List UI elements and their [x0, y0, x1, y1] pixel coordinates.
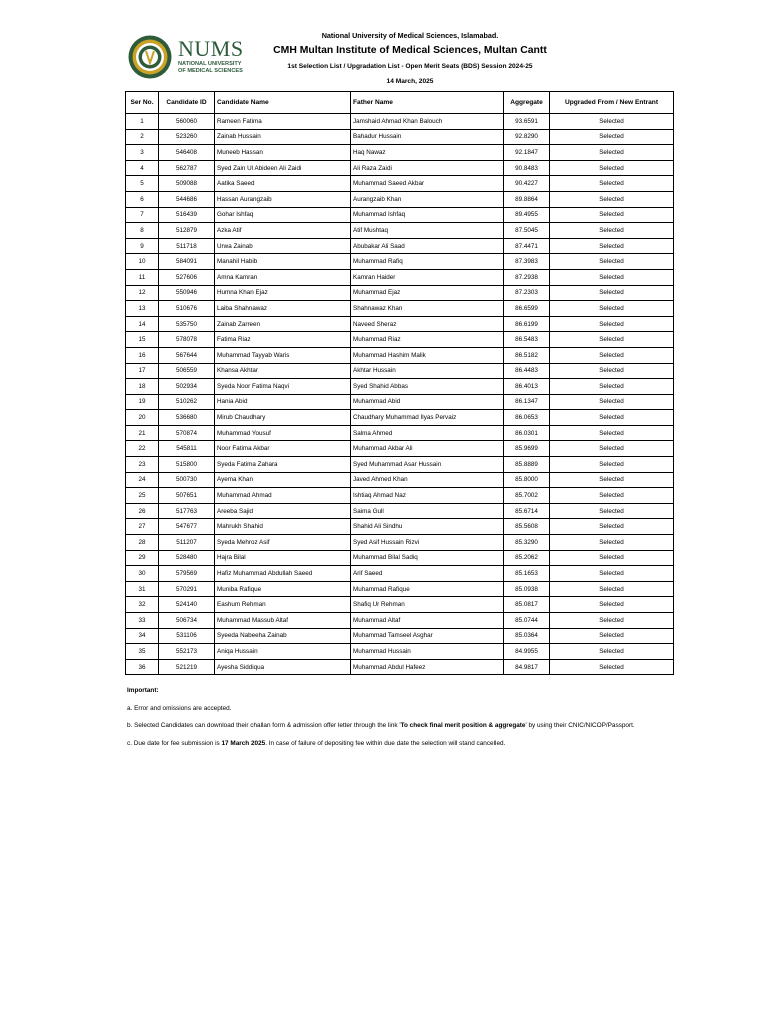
cell-aggregate: 86.1347	[504, 394, 550, 410]
col-candidate-id: Candidate ID	[159, 92, 215, 114]
table-row	[126, 410, 674, 426]
cell-ser-no: 21	[126, 425, 159, 441]
cell-candidate-id: 517763	[159, 503, 215, 519]
table-row	[126, 613, 674, 629]
list-title: 1st Selection List / Upgradation List - Open Merit Seats (BDS) Session 2024-25	[287, 63, 533, 70]
cell-aggregate: 85.0364	[504, 628, 550, 644]
university-name: National University of Medical Sciences, Islamabad.	[321, 31, 499, 40]
table-row	[126, 316, 674, 332]
cell-candidate-id: 528480	[159, 550, 215, 566]
table-row	[126, 114, 674, 130]
table-row	[126, 176, 674, 192]
cell-candidate-name: Muhammad Ahmad	[215, 488, 351, 504]
col-candidate-name: Candidate Name	[215, 92, 351, 114]
cell-candidate-id: 500730	[159, 472, 215, 488]
cell-candidate-name: Hassan Aurangzaib	[215, 191, 351, 207]
cell-candidate-name: Aniqa Hussain	[215, 644, 351, 660]
cell-ser-no: 32	[126, 597, 159, 613]
cell-candidate-name: Aatika Saeed	[215, 176, 351, 192]
cell-candidate-name: Muhammad Massub Altaf	[215, 613, 351, 629]
cell-ser-no: 3	[126, 145, 159, 161]
cell-status: Selected	[550, 347, 674, 363]
cell-candidate-name: Ayesha Siddiqua	[215, 659, 351, 675]
cell-candidate-id: 510262	[159, 394, 215, 410]
cell-candidate-name: Mirub Chaudhary	[215, 410, 351, 426]
table-row	[126, 223, 674, 239]
cell-status: Selected	[550, 160, 674, 176]
cell-status: Selected	[550, 191, 674, 207]
note-c: c. Due date for fee submission is 17 March 2025. In case of failure of depositing fee within due date the selection will stand cancelled.	[127, 739, 506, 747]
cell-status: Selected	[550, 363, 674, 379]
table-row	[126, 191, 674, 207]
nums-logo-icon	[127, 34, 173, 80]
cell-status: Selected	[550, 176, 674, 192]
cell-candidate-name: Ayema Khan	[215, 472, 351, 488]
cell-father-name: Shahid Ali Sindhu	[351, 519, 504, 535]
cell-candidate-id: 510676	[159, 301, 215, 317]
cell-aggregate: 85.9699	[504, 441, 550, 457]
cell-ser-no: 1	[126, 114, 159, 130]
cell-father-name: Jamshaid Ahmad Khan Balouch	[351, 114, 504, 130]
table-header-row	[126, 92, 674, 114]
cell-status: Selected	[550, 332, 674, 348]
cell-father-name: Shahnawaz Khan	[351, 301, 504, 317]
cell-ser-no: 7	[126, 207, 159, 223]
table-row	[126, 207, 674, 223]
cell-candidate-id: 546408	[159, 145, 215, 161]
cell-father-name: Akhtar Hussain	[351, 363, 504, 379]
cell-candidate-id: 545811	[159, 441, 215, 457]
table-row	[126, 628, 674, 644]
cell-father-name: Syed Muhammad Asar Hussain	[351, 457, 504, 473]
cell-father-name: Syed Asif Hussain Rizvi	[351, 535, 504, 551]
cell-aggregate: 92.8290	[504, 129, 550, 145]
table-row	[126, 659, 674, 675]
cell-candidate-name: Hafiz Muhammad Abdullah Saeed	[215, 566, 351, 582]
cell-status: Selected	[550, 207, 674, 223]
cell-father-name: Arif Saeed	[351, 566, 504, 582]
cell-aggregate: 85.5608	[504, 519, 550, 535]
cell-candidate-id: 531106	[159, 628, 215, 644]
cell-candidate-name: Syeda Mehroz Asif	[215, 535, 351, 551]
cell-status: Selected	[550, 597, 674, 613]
cell-aggregate: 92.1847	[504, 145, 550, 161]
cell-father-name: Muhammad Ishfaq	[351, 207, 504, 223]
cell-ser-no: 19	[126, 394, 159, 410]
cell-ser-no: 2	[126, 129, 159, 145]
col-father-name: Father Name	[351, 92, 504, 114]
cell-aggregate: 87.2938	[504, 269, 550, 285]
cell-status: Selected	[550, 644, 674, 660]
cell-father-name: Muhammad Saeed Akbar	[351, 176, 504, 192]
cell-ser-no: 14	[126, 316, 159, 332]
cell-candidate-id: 515800	[159, 457, 215, 473]
cell-ser-no: 6	[126, 191, 159, 207]
cell-ser-no: 31	[126, 581, 159, 597]
cell-status: Selected	[550, 628, 674, 644]
table-row	[126, 550, 674, 566]
table-row	[126, 301, 674, 317]
cell-candidate-name: Noor Fatima Akbar	[215, 441, 351, 457]
table-row	[126, 581, 674, 597]
cell-aggregate: 89.4955	[504, 207, 550, 223]
cell-ser-no: 28	[126, 535, 159, 551]
cell-status: Selected	[550, 254, 674, 270]
cell-aggregate: 86.5483	[504, 332, 550, 348]
cell-ser-no: 12	[126, 285, 159, 301]
cell-father-name: Muhammad Abid	[351, 394, 504, 410]
cell-candidate-id: 524140	[159, 597, 215, 613]
cell-father-name: Ishtiaq Ahmad Naz	[351, 488, 504, 504]
cell-ser-no: 25	[126, 488, 159, 504]
cell-status: Selected	[550, 519, 674, 535]
cell-candidate-name: Laiba Shahnawaz	[215, 301, 351, 317]
cell-ser-no: 23	[126, 457, 159, 473]
cell-status: Selected	[550, 535, 674, 551]
cell-father-name: Saima Gull	[351, 503, 504, 519]
cell-candidate-name: Zainab Hussain	[215, 129, 351, 145]
cell-father-name: Ali Raza Zaidi	[351, 160, 504, 176]
document-header	[0, 0, 768, 90]
cell-candidate-id: 584091	[159, 254, 215, 270]
table-row	[126, 160, 674, 176]
cell-aggregate: 84.9955	[504, 644, 550, 660]
cell-ser-no: 26	[126, 503, 159, 519]
cell-father-name: Abubakar Ali Saad	[351, 238, 504, 254]
cell-candidate-name: Khansa Akhtar	[215, 363, 351, 379]
table-row	[126, 347, 674, 363]
cell-candidate-name: Eashum Rehman	[215, 597, 351, 613]
cell-aggregate: 93.6591	[504, 114, 550, 130]
cell-aggregate: 86.4013	[504, 379, 550, 395]
cell-candidate-id: 536680	[159, 410, 215, 426]
cell-candidate-id: 502934	[159, 379, 215, 395]
cell-candidate-name: Mahrukh Shahid	[215, 519, 351, 535]
cell-candidate-id: 570291	[159, 581, 215, 597]
cell-ser-no: 27	[126, 519, 159, 535]
cell-candidate-name: Rameen Fatima	[215, 114, 351, 130]
cell-candidate-name: Muneeb Hassan	[215, 145, 351, 161]
cell-status: Selected	[550, 285, 674, 301]
cell-aggregate: 85.2062	[504, 550, 550, 566]
cell-candidate-name: Manahil Habib	[215, 254, 351, 270]
cell-aggregate: 86.0653	[504, 410, 550, 426]
table-row	[126, 363, 674, 379]
cell-status: Selected	[550, 457, 674, 473]
cell-aggregate: 87.5045	[504, 223, 550, 239]
cell-candidate-name: Fatima Riaz	[215, 332, 351, 348]
cell-aggregate: 86.6199	[504, 316, 550, 332]
note-c-due-date: 17 March 2025	[221, 739, 266, 747]
table-row	[126, 535, 674, 551]
cell-ser-no: 34	[126, 628, 159, 644]
institute-name: CMH Multan Institute of Medical Sciences, Multan Cantt	[273, 45, 547, 56]
cell-status: Selected	[550, 145, 674, 161]
cell-ser-no: 10	[126, 254, 159, 270]
cell-candidate-id: 516439	[159, 207, 215, 223]
cell-candidate-id: 521219	[159, 659, 215, 675]
cell-aggregate: 86.0301	[504, 425, 550, 441]
cell-status: Selected	[550, 223, 674, 239]
cell-father-name: Salma Ahmed	[351, 425, 504, 441]
cell-candidate-name: Zainab Zarreen	[215, 316, 351, 332]
cell-candidate-name: Syeeda Nabeeha Zainab	[215, 628, 351, 644]
cell-ser-no: 15	[126, 332, 159, 348]
notes-heading: Important:	[127, 687, 159, 694]
cell-aggregate: 86.4483	[504, 363, 550, 379]
table-row	[126, 597, 674, 613]
table-row	[126, 425, 674, 441]
cell-ser-no: 5	[126, 176, 159, 192]
cell-candidate-id: 511718	[159, 238, 215, 254]
cell-candidate-name: Areeba Sajid	[215, 503, 351, 519]
cell-father-name: Muhammad Bilal Sadiq	[351, 550, 504, 566]
cell-aggregate: 85.0744	[504, 613, 550, 629]
list-date: 14 March, 2025	[386, 78, 434, 85]
cell-candidate-name: Muhammad Yousuf	[215, 425, 351, 441]
cell-candidate-name: Amna Kamran	[215, 269, 351, 285]
cell-father-name: Muhammad Hussain	[351, 644, 504, 660]
cell-status: Selected	[550, 301, 674, 317]
cell-candidate-name: Syeda Fatima Zahara	[215, 457, 351, 473]
table-row	[126, 519, 674, 535]
cell-ser-no: 20	[126, 410, 159, 426]
cell-aggregate: 85.6714	[504, 503, 550, 519]
cell-father-name: Muhammad Tamseel Asghar	[351, 628, 504, 644]
cell-aggregate: 90.4227	[504, 176, 550, 192]
cell-status: Selected	[550, 581, 674, 597]
cell-candidate-id: 506734	[159, 613, 215, 629]
table-row	[126, 503, 674, 519]
table-row	[126, 457, 674, 473]
cell-status: Selected	[550, 394, 674, 410]
cell-father-name: Aurangzaib Khan	[351, 191, 504, 207]
cell-status: Selected	[550, 566, 674, 582]
table-row	[126, 145, 674, 161]
cell-candidate-name: Gohar Ishfaq	[215, 207, 351, 223]
table-row	[126, 379, 674, 395]
cell-candidate-id: 523260	[159, 129, 215, 145]
cell-father-name: Chaudhary Muhammad Ilyas Pervaiz	[351, 410, 504, 426]
cell-father-name: Syed Shahid Abbas	[351, 379, 504, 395]
cell-candidate-id: 570874	[159, 425, 215, 441]
cell-aggregate: 85.1653	[504, 566, 550, 582]
cell-status: Selected	[550, 238, 674, 254]
note-b: b. Selected Candidates can download their challan form & admission offer letter through the link 'To check final merit position & aggregate' by using their CNIC/NICOP/Passport.	[127, 722, 635, 729]
selection-table	[125, 91, 674, 675]
cell-father-name: Muhammad Abdul Hafeez	[351, 659, 504, 675]
table-row	[126, 332, 674, 348]
cell-candidate-id: 506559	[159, 363, 215, 379]
cell-status: Selected	[550, 316, 674, 332]
cell-ser-no: 22	[126, 441, 159, 457]
cell-aggregate: 85.7002	[504, 488, 550, 504]
cell-father-name: Muhammad Hashim Malik	[351, 347, 504, 363]
table-row	[126, 238, 674, 254]
col-status: Upgraded From / New Entrant	[550, 92, 674, 114]
cell-candidate-id: 512879	[159, 223, 215, 239]
cell-father-name: Naveed Sheraz	[351, 316, 504, 332]
cell-candidate-name: Urwa Zainab	[215, 238, 351, 254]
cell-aggregate: 87.3983	[504, 254, 550, 270]
cell-father-name: Javed Ahmed Khan	[351, 472, 504, 488]
cell-aggregate: 87.2303	[504, 285, 550, 301]
cell-aggregate: 89.8864	[504, 191, 550, 207]
cell-ser-no: 24	[126, 472, 159, 488]
cell-status: Selected	[550, 441, 674, 457]
table-row	[126, 441, 674, 457]
cell-father-name: Muhammad Rafique	[351, 581, 504, 597]
cell-candidate-id: 547677	[159, 519, 215, 535]
cell-candidate-name: Muhammad Tayyab Waris	[215, 347, 351, 363]
cell-ser-no: 13	[126, 301, 159, 317]
table-row	[126, 129, 674, 145]
cell-ser-no: 18	[126, 379, 159, 395]
cell-candidate-id: 562787	[159, 160, 215, 176]
cell-aggregate: 85.0938	[504, 581, 550, 597]
cell-status: Selected	[550, 503, 674, 519]
cell-ser-no: 29	[126, 550, 159, 566]
cell-candidate-id: 560060	[159, 114, 215, 130]
cell-aggregate: 86.6599	[504, 301, 550, 317]
cell-candidate-id: 578078	[159, 332, 215, 348]
cell-status: Selected	[550, 550, 674, 566]
cell-ser-no: 11	[126, 269, 159, 285]
note-a: a. Error and omissions are accepted.	[127, 704, 232, 712]
table-row	[126, 254, 674, 270]
cell-status: Selected	[550, 472, 674, 488]
cell-aggregate: 85.8889	[504, 457, 550, 473]
cell-aggregate: 90.8483	[504, 160, 550, 176]
cell-father-name: Haq Nawaz	[351, 145, 504, 161]
cell-candidate-id: 511207	[159, 535, 215, 551]
cell-ser-no: 36	[126, 659, 159, 675]
cell-candidate-id: 544686	[159, 191, 215, 207]
table-row	[126, 285, 674, 301]
cell-candidate-id: 552173	[159, 644, 215, 660]
cell-father-name: Muhammad Rafiq	[351, 254, 504, 270]
cell-status: Selected	[550, 114, 674, 130]
col-ser-no: Ser No.	[126, 92, 159, 114]
cell-status: Selected	[550, 613, 674, 629]
note-b-link-text: To check final merit position & aggregate	[400, 722, 526, 729]
logo-subtitle: NATIONAL UNIVERSITY OF MEDICAL SCIENCES	[178, 61, 243, 74]
cell-ser-no: 9	[126, 238, 159, 254]
cell-ser-no: 33	[126, 613, 159, 629]
cell-status: Selected	[550, 410, 674, 426]
cell-status: Selected	[550, 269, 674, 285]
cell-candidate-name: Muniba Rafique	[215, 581, 351, 597]
cell-status: Selected	[550, 488, 674, 504]
logo-wordmark: NUMS	[178, 36, 244, 61]
cell-candidate-name: Syed Zain Ul Abideen Ali Zaidi	[215, 160, 351, 176]
cell-father-name: Kamran Haider	[351, 269, 504, 285]
cell-ser-no: 30	[126, 566, 159, 582]
cell-ser-no: 4	[126, 160, 159, 176]
cell-status: Selected	[550, 129, 674, 145]
table-row	[126, 269, 674, 285]
cell-father-name: Muhammad Riaz	[351, 332, 504, 348]
cell-candidate-name: Hania Abid	[215, 394, 351, 410]
cell-ser-no: 35	[126, 644, 159, 660]
cell-ser-no: 8	[126, 223, 159, 239]
cell-aggregate: 85.8000	[504, 472, 550, 488]
cell-candidate-id: 535750	[159, 316, 215, 332]
cell-candidate-id: 507651	[159, 488, 215, 504]
cell-status: Selected	[550, 379, 674, 395]
cell-aggregate: 85.0817	[504, 597, 550, 613]
table-row	[126, 644, 674, 660]
cell-father-name: Muhammad Akbar Ali	[351, 441, 504, 457]
cell-candidate-name: Hajra Bilal	[215, 550, 351, 566]
cell-candidate-name: Syeda Noor Fatima Naqvi	[215, 379, 351, 395]
cell-candidate-id: 567644	[159, 347, 215, 363]
cell-ser-no: 17	[126, 363, 159, 379]
table-row	[126, 394, 674, 410]
table-row	[126, 488, 674, 504]
notes-section	[127, 687, 667, 757]
cell-status: Selected	[550, 659, 674, 675]
cell-father-name: Muhammad Altaf	[351, 613, 504, 629]
cell-father-name: Muhammad Ejaz	[351, 285, 504, 301]
cell-aggregate: 87.4471	[504, 238, 550, 254]
cell-aggregate: 84.9817	[504, 659, 550, 675]
cell-candidate-id: 579569	[159, 566, 215, 582]
cell-candidate-id: 509088	[159, 176, 215, 192]
cell-candidate-id: 527606	[159, 269, 215, 285]
cell-candidate-id: 550946	[159, 285, 215, 301]
col-aggregate: Aggregate	[504, 92, 550, 114]
cell-aggregate: 85.3290	[504, 535, 550, 551]
cell-father-name: Bahadur Hussain	[351, 129, 504, 145]
cell-father-name: Shafiq Ur Rehman	[351, 597, 504, 613]
cell-ser-no: 16	[126, 347, 159, 363]
cell-candidate-name: Humna Khan Ejaz	[215, 285, 351, 301]
cell-aggregate: 86.5182	[504, 347, 550, 363]
cell-status: Selected	[550, 425, 674, 441]
table-row	[126, 566, 674, 582]
table-row	[126, 472, 674, 488]
cell-father-name: Atif Mushtaq	[351, 223, 504, 239]
cell-candidate-name: Azka Atif	[215, 223, 351, 239]
